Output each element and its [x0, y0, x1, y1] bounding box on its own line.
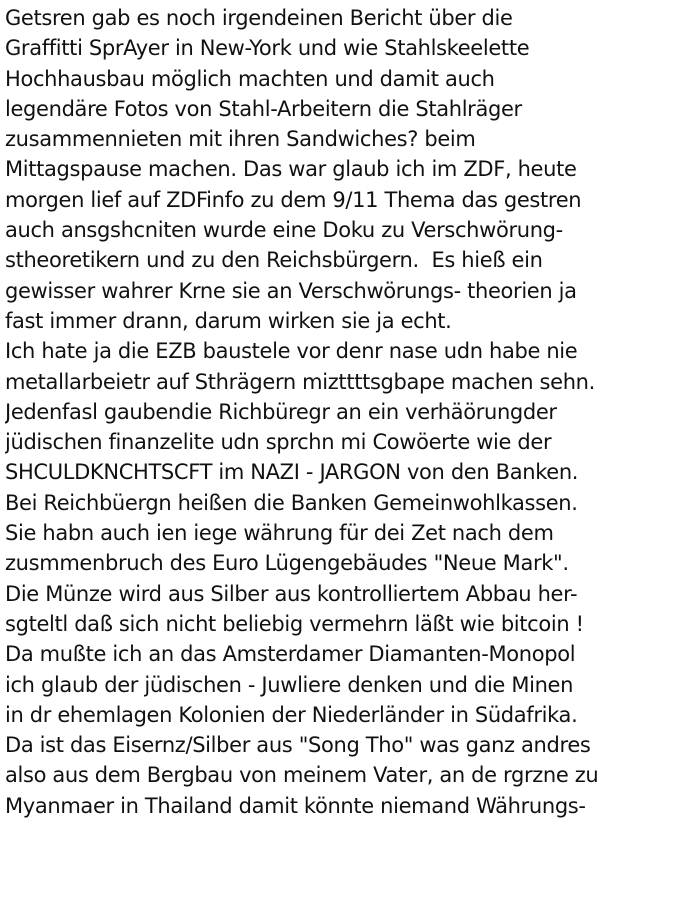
- text-line: fast immer drann, darum wirken sie ja echt.: [5, 308, 452, 333]
- text-line: also aus dem Bergbau von meinem Vater, an de rgrzne zu: [5, 763, 599, 788]
- text-line: Ich hate ja die EZB baustele vor denr nase udn habe nie: [5, 339, 578, 364]
- text-line: legendäre Fotos von Stahl-Arbeitern die Stahlräger: [5, 96, 522, 121]
- text-line: Sie habn auch ien iege währung für dei Zet nach dem: [5, 521, 554, 546]
- text-line: zusmmenbruch des Euro Lügengebäudes "Neue Mark".: [5, 551, 569, 576]
- document-text: [5, 3, 684, 821]
- text-line: gewisser wahrer Krne sie an Verschwörungs- theorien ja: [5, 278, 577, 303]
- text-line: auch ansgshcniten wurde eine Doku zu Verschwörung-: [5, 218, 563, 243]
- text-line: zusammennieten mit ihren Sandwiches? beim: [5, 127, 476, 152]
- text-line: Graffitti SprAyer in New-York und wie Stahlskeelette: [5, 36, 530, 61]
- text-line: Da mußte ich an das Amsterdamer Diamanten-Monopol: [5, 642, 576, 667]
- text-line: Da ist das Eisernz/Silber aus "Song Tho" was ganz andres: [5, 733, 591, 758]
- text-line: Hochhausbau möglich machten und damit auch: [5, 66, 495, 91]
- text-line: Jedenfasl gaubendie Richbüregr an ein verhäörungder: [5, 399, 557, 424]
- text-line: Getsren gab es noch irgendeinen Bericht über die: [5, 6, 513, 30]
- text-line: stheoretikern und zu den Reichsbürgern. Es hieß ein: [5, 248, 543, 273]
- text-line: SHCULDKNCHTSCFT im NAZI - JARGON von den Banken.: [5, 460, 579, 485]
- text-line: sgteltl daß sich nicht beliebig vermehrn läßt wie bitcoin !: [5, 611, 584, 636]
- text-line: in dr ehemlagen Kolonien der Niederländer in Südafrika.: [5, 702, 578, 727]
- text-line: morgen lief auf ZDFinfo zu dem 9/11 Thema das gestren: [5, 187, 582, 212]
- text-line: jüdischen finanzelite udn sprchn mi Cowöerte wie der: [5, 430, 552, 455]
- text-line: Myanmaer in Thailand damit könnte niemand Währungs-: [5, 793, 586, 818]
- text-line: Mittagspause machen. Das war glaub ich im ZDF, heute: [5, 157, 577, 182]
- text-line: Bei Reichbüergn heißen die Banken Gemeinwohlkassen.: [5, 490, 578, 515]
- text-line: metallarbeietr auf Sthrägern mizttttsgbape machen sehn.: [5, 369, 595, 394]
- text-line: Die Münze wird aus Silber aus kontrolliertem Abbau her-: [5, 581, 578, 606]
- text-line: ich glaub der jüdischen - Juwliere denken und die Minen: [5, 672, 574, 697]
